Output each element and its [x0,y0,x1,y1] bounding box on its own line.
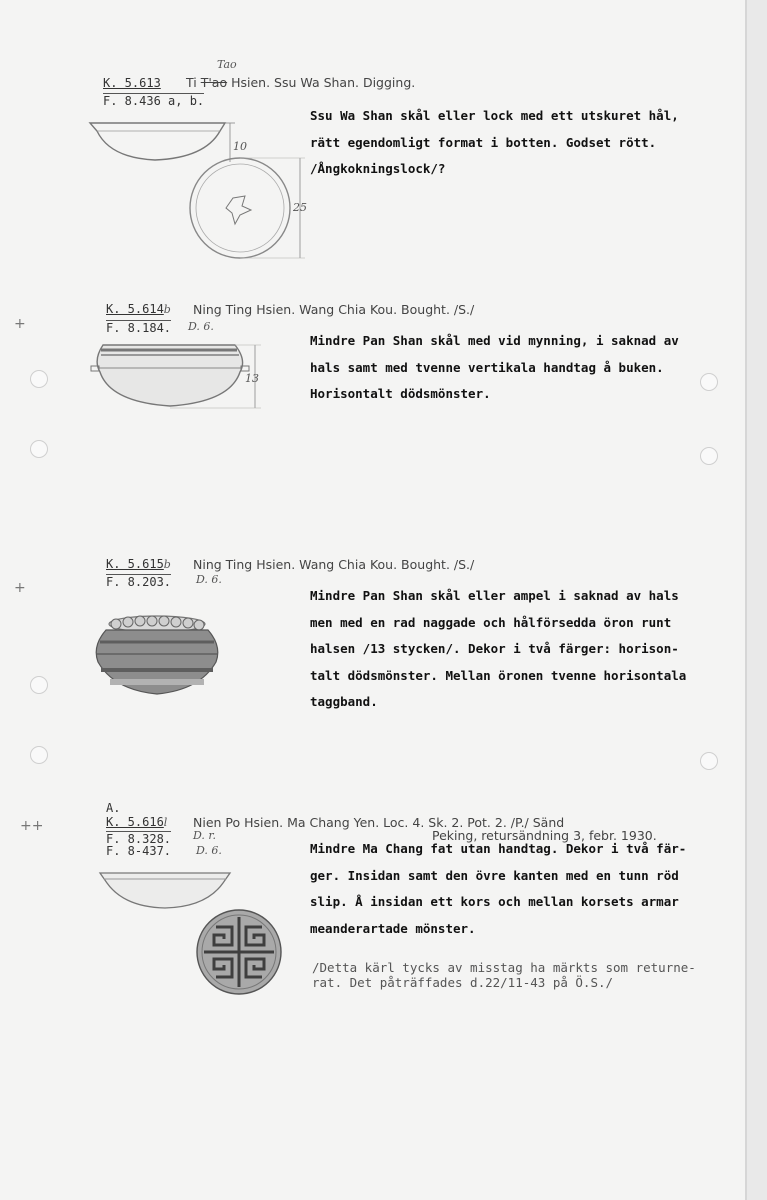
punch-hole [30,746,48,764]
entry-description: Mindre Ma Chang fat utan handtag. Dekor i två fär- ger. Insidan samt den övre kanten med en tunn röd slip. Å insidan ett kors och mellan korsets armar meanderartade mönster. [310,841,687,936]
catalog-suffix: l [163,816,168,829]
entry-note: /Detta kärl tycks av misstag ha märkts som returne- rat. Det påträffades d.22/11-43 på Ö.S./ [312,960,696,990]
find-number: F. 8.203. [106,575,172,589]
catalog-number [106,302,171,316]
locality-word: Ti [186,75,197,90]
handwritten-correction: Tao [217,58,237,71]
locality-line [186,75,415,90]
entry-description: Mindre Pan Shan skål med vid mynning, i saknad av hals samt med tvenne vertikala handtag å buken. Horisontalt dödsmönster. [310,333,679,401]
punch-hole [700,373,718,391]
catalog-suffix: b [163,558,171,571]
drawing-lid-profile [85,118,315,268]
margin-mark: + [14,316,26,332]
catalog-suffix: b [163,303,171,316]
handwritten-note: D. 6. [196,573,222,586]
dimension-height: 13 [245,372,259,385]
struck-word: T'ao [200,75,228,90]
locality-line-2: Peking, retursändning 3, febr. 1930. [432,828,657,843]
catalog-number-text: K. 5.615 [106,557,164,571]
section-mark: A. [106,801,121,815]
locality-line: Ning Ting Hsien. Wang Chia Kou. Bought. /S./ [193,302,475,317]
punch-hole [700,447,718,465]
catalog-number [103,76,161,90]
catalog-number-text: K. 5.614 [106,302,164,316]
punch-hole [700,752,718,770]
drawing-bowl-decorated [92,612,232,702]
find-number: F. 8.328. [106,832,172,846]
catalog-number-text: K. 5.613 [103,76,161,90]
catalog-number-text: K. 5.616 [106,815,164,829]
catalog-number [106,557,171,571]
locality-line: Ning Ting Hsien. Wang Chia Kou. Bought. /S./ [193,557,475,572]
drawing-dish-top-meander [194,907,284,997]
margin-mark: + [14,580,26,596]
dimension-height: 10 [233,140,247,153]
handwritten-note-2: D. 6. [196,844,222,857]
catalog-number [106,815,167,829]
locality-line: Nien Po Hsien. Ma Chang Yen. Loc. 4. Sk. 2. Pot. 2. /P./ Sänd [193,815,565,830]
punch-hole [30,676,48,694]
find-number-2: F. 8-437. [106,844,172,858]
handwritten-note: D. r. [193,829,216,842]
punch-hole [30,440,48,458]
entry-description: Mindre Pan Shan skål eller ampel i saknad av hals men med en rad naggade och hålförsedda öron runt halsen /13 stycken/. Dekor i två färger: horison- talt dödsmönster. Mellan öronen tvenne horisontala taggband. [310,588,687,709]
entry-description: Ssu Wa Shan skål eller lock med ett utskuret hål, rätt egendomligt format i botten. Godset rött. /Ångkokningslock/? [310,108,679,176]
punch-hole [30,370,48,388]
locality-rest: Hsien. Ssu Wa Shan. Digging. [231,75,416,90]
dimension-diameter: 25 [293,201,307,214]
margin-mark: ++ [20,818,44,834]
handwritten-note: D. 6. [188,320,214,333]
find-number: F. 8.184. [106,321,172,335]
find-number: F. 8.436 a, b. [103,94,205,108]
